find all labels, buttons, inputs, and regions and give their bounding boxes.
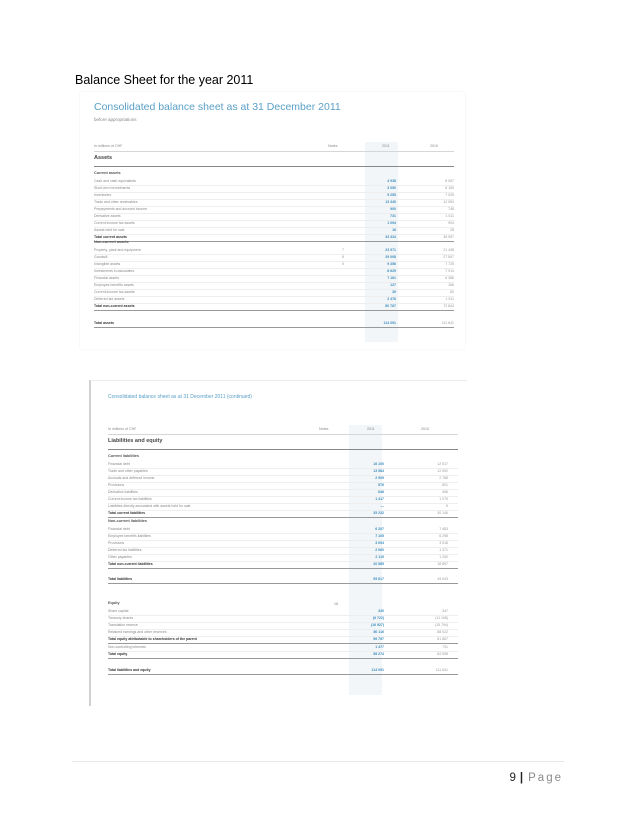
value-prior-year: 6 298 bbox=[439, 534, 448, 538]
value-current-year: 1 477 bbox=[375, 645, 384, 649]
noncurrent-liabilities-header: Non-current liabilities bbox=[108, 519, 148, 523]
value-prior-year: 3 518 bbox=[439, 541, 448, 545]
unit-label: In millions of CHF bbox=[108, 427, 137, 431]
row-note: 9 bbox=[342, 262, 344, 266]
row-label: Employee benefits assets bbox=[94, 283, 134, 287]
row-label: Property, plant and equipment bbox=[94, 248, 141, 252]
value-current-year: 33 324 bbox=[385, 235, 396, 239]
row-label: Liabilities directly associated with assets held for sale bbox=[108, 504, 191, 508]
liabilities-section-title: Liabilities and equity bbox=[108, 438, 163, 444]
value-current-year: 6 207 bbox=[375, 527, 384, 531]
row-label: Short-term investments bbox=[94, 186, 131, 190]
notes-header: Notes bbox=[328, 144, 338, 148]
value-current-year: 2 060 bbox=[375, 548, 384, 552]
value-current-year: 2 119 bbox=[375, 555, 384, 559]
value-current-year: 2 476 bbox=[387, 297, 396, 301]
value-current-year: 23 971 bbox=[385, 248, 396, 252]
balance-sheet-liabilities-image bbox=[89, 380, 467, 706]
value-current-year: 1 417 bbox=[375, 497, 384, 501]
value-current-year: 4 938 bbox=[387, 179, 396, 183]
value-prior-year: 38 997 bbox=[443, 235, 454, 239]
value-current-year: 2 909 bbox=[375, 476, 384, 480]
equity-header: Equity bbox=[108, 601, 120, 605]
value-current-year: 330 bbox=[378, 609, 384, 613]
row-label: Total equity attributable to shareholders of the parent bbox=[108, 637, 197, 641]
value-current-year: 3 050 bbox=[387, 186, 396, 190]
value-current-year: 646 bbox=[378, 490, 384, 494]
value-prior-year: 731 bbox=[442, 645, 448, 649]
page-footer bbox=[510, 772, 563, 784]
value-prior-year: 904 bbox=[448, 221, 454, 225]
value-prior-year: 30 146 bbox=[437, 511, 448, 515]
value-current-year: 16 100 bbox=[373, 462, 384, 466]
value-prior-year: 5 bbox=[446, 504, 448, 508]
value-current-year: 58 274 bbox=[373, 652, 384, 656]
row-note: 8 bbox=[342, 255, 344, 259]
row-label: Accruals and deferred income bbox=[108, 476, 155, 480]
value-current-year: 576 bbox=[378, 483, 384, 487]
row-label: Employee benefits liabilities bbox=[108, 534, 151, 538]
row-label: Total non-current liabilities bbox=[108, 562, 153, 566]
value-current-year: 29 008 bbox=[385, 255, 396, 259]
row-label: Inventories bbox=[94, 193, 112, 197]
row-label: Prepayments and accrued income bbox=[94, 207, 148, 211]
value-current-year: (16 927) bbox=[370, 623, 384, 627]
value-prior-year: 12 592 bbox=[437, 469, 448, 473]
value-prior-year: (11 108) bbox=[435, 616, 448, 620]
row-label: Current income tax assets bbox=[94, 221, 135, 225]
value-prior-year: 7 726 bbox=[445, 262, 454, 266]
row-label: Total non-current assets bbox=[94, 304, 135, 308]
page-number: 9 bbox=[509, 772, 516, 784]
panel1-subtitle: before appropriations bbox=[94, 117, 137, 122]
current-assets-header: Current assets bbox=[94, 171, 121, 175]
value-prior-year: 501 bbox=[442, 483, 448, 487]
value-current-year: 39 bbox=[392, 290, 396, 294]
value-prior-year: 8 169 bbox=[445, 186, 454, 190]
value-prior-year: 21 438 bbox=[443, 248, 454, 252]
row-label: Deferred tax liabilities bbox=[108, 548, 142, 552]
value-current-year: 900 bbox=[390, 207, 396, 211]
value-prior-year: 1 371 bbox=[439, 548, 448, 552]
page-heading: Balance Sheet for the year 2011 bbox=[75, 73, 254, 87]
row-label: Translation reserve bbox=[108, 623, 138, 627]
value-current-year: 7 105 bbox=[375, 534, 384, 538]
value-current-year: 114 091 bbox=[383, 321, 396, 325]
unit-label: In millions of CHF bbox=[94, 144, 123, 148]
value-prior-year: 12 517 bbox=[437, 462, 448, 466]
value-prior-year: 347 bbox=[442, 609, 448, 613]
value-prior-year: 166 bbox=[448, 283, 454, 287]
panel1-title: Consolidated balance sheet as at 31 December 2011 bbox=[94, 101, 341, 113]
row-label: Financial assets bbox=[94, 276, 120, 280]
row-label: Provisions bbox=[108, 483, 125, 487]
row-note: 7 bbox=[342, 248, 344, 252]
value-prior-year: 456 bbox=[442, 490, 448, 494]
row-label: Retained earnings and other reserves bbox=[108, 630, 167, 634]
row-label: Financial debt bbox=[108, 527, 130, 531]
row-label: Investments in associates bbox=[94, 269, 135, 273]
row-label: Current income tax liabilities bbox=[108, 497, 152, 501]
value-current-year: 16 bbox=[392, 228, 396, 232]
row-label: Total equity bbox=[108, 652, 128, 656]
row-label: Other payables bbox=[108, 555, 132, 559]
value-prior-year: 1 011 bbox=[445, 214, 454, 218]
value-current-year: 20 585 bbox=[373, 562, 384, 566]
col-2010-header: 2010 bbox=[421, 427, 429, 431]
row-label: Derivative liabilities bbox=[108, 490, 138, 494]
total-row bbox=[94, 320, 454, 328]
total-row bbox=[94, 234, 454, 242]
value-prior-year: 1 079 bbox=[439, 497, 448, 501]
row-label: Cash and cash equivalents bbox=[94, 179, 137, 183]
row-label: Derivative assets bbox=[94, 214, 121, 218]
equity-note: 18 bbox=[334, 602, 338, 606]
notes-header: Notes bbox=[319, 427, 329, 431]
value-prior-year: 62 598 bbox=[437, 652, 448, 656]
col-2011-header: 2011 bbox=[382, 144, 390, 148]
value-current-year: 7 161 bbox=[387, 276, 396, 280]
value-prior-year: 49 043 bbox=[437, 577, 448, 581]
total-row bbox=[94, 303, 454, 311]
col-2010-header: 2010 bbox=[430, 144, 438, 148]
assets-section-title: Assets bbox=[94, 155, 113, 161]
value-prior-year: (15 794) bbox=[434, 623, 448, 627]
value-prior-year: 28 bbox=[450, 228, 454, 232]
value-current-year: — bbox=[380, 504, 384, 508]
total-row bbox=[108, 667, 458, 675]
value-current-year: 9 356 bbox=[387, 262, 396, 266]
value-prior-year: 1 250 bbox=[439, 555, 448, 559]
value-current-year: 80 767 bbox=[385, 304, 396, 308]
value-prior-year: 1 911 bbox=[445, 297, 454, 301]
row-label: Total current assets bbox=[94, 235, 128, 239]
value-current-year: 1 094 bbox=[387, 221, 396, 225]
row-label: Total liabilities bbox=[108, 577, 133, 581]
value-prior-year: 6 388 bbox=[445, 276, 454, 280]
current-liabilities-header: Current liabilities bbox=[108, 454, 140, 458]
value-current-year: 127 bbox=[390, 283, 396, 287]
value-prior-year: 748 bbox=[448, 207, 454, 211]
row-label: Current income tax assets bbox=[94, 290, 135, 294]
row-label: Non-controlling interests bbox=[108, 645, 146, 649]
balance-sheet-assets-image bbox=[80, 92, 465, 349]
value-prior-year: 27 597 bbox=[443, 255, 454, 259]
value-prior-year: 18 897 bbox=[437, 562, 448, 566]
total-row bbox=[108, 576, 458, 584]
value-current-year: 13 340 bbox=[385, 200, 396, 204]
value-current-year: (6 722) bbox=[372, 616, 384, 620]
footer-divider bbox=[72, 761, 564, 762]
value-prior-year: 88 022 bbox=[437, 630, 448, 634]
panel2-title: Consolidated balance sheet as at 31 December 2011 (continued) bbox=[108, 394, 252, 400]
value-prior-year: 61 867 bbox=[437, 637, 448, 641]
row-label: Total assets bbox=[94, 321, 114, 325]
row-label: Goodwill bbox=[94, 255, 108, 259]
row-label: Total liabilities and equity bbox=[108, 668, 151, 672]
row-label: Deferred tax assets bbox=[94, 297, 125, 301]
value-current-year: 13 584 bbox=[373, 469, 384, 473]
row-label: Treasury shares bbox=[108, 616, 134, 620]
row-label: Total current liabilities bbox=[108, 511, 146, 515]
value-prior-year: 7 914 bbox=[445, 269, 454, 273]
value-prior-year: 8 057 bbox=[445, 179, 454, 183]
value-current-year: 8 629 bbox=[387, 269, 396, 273]
noncurrent-assets-header: Non-current assets bbox=[94, 240, 129, 244]
total-row bbox=[108, 510, 458, 518]
value-current-year: 35 232 bbox=[373, 511, 384, 515]
footer-separator: | bbox=[519, 772, 524, 784]
value-current-year: 731 bbox=[390, 214, 396, 218]
row-label: Intangible assets bbox=[94, 262, 121, 266]
value-prior-year: 7 925 bbox=[445, 193, 454, 197]
value-prior-year: 72 844 bbox=[443, 304, 454, 308]
total-row bbox=[108, 561, 458, 569]
current-year-column-shade bbox=[365, 142, 398, 342]
col-2011-header: 2011 bbox=[367, 427, 375, 431]
row-label: Trade and other payables bbox=[108, 469, 148, 473]
page-label: Page bbox=[528, 772, 563, 784]
value-current-year: 55 817 bbox=[373, 577, 384, 581]
value-current-year: 3 094 bbox=[375, 541, 384, 545]
row-label: Financial debt bbox=[108, 462, 130, 466]
total-row bbox=[108, 636, 458, 644]
value-prior-year: 12 083 bbox=[443, 200, 454, 204]
row-label: Trade and other receivables bbox=[94, 200, 138, 204]
value-current-year: 114 091 bbox=[371, 668, 384, 672]
total-row bbox=[108, 651, 458, 659]
value-prior-year: 7 483 bbox=[439, 527, 448, 531]
value-current-year: 56 797 bbox=[373, 637, 384, 641]
row-label: Share capital bbox=[108, 609, 129, 613]
row-label: Assets held for sale bbox=[94, 228, 125, 232]
value-prior-year: 2 788 bbox=[439, 476, 448, 480]
value-prior-year: 60 bbox=[450, 290, 454, 294]
value-prior-year: 111 641 bbox=[435, 668, 448, 672]
value-prior-year: 111 641 bbox=[441, 321, 454, 325]
value-current-year: 80 116 bbox=[373, 630, 384, 634]
value-current-year: 9 255 bbox=[387, 193, 396, 197]
row-label: Provisions bbox=[108, 541, 125, 545]
